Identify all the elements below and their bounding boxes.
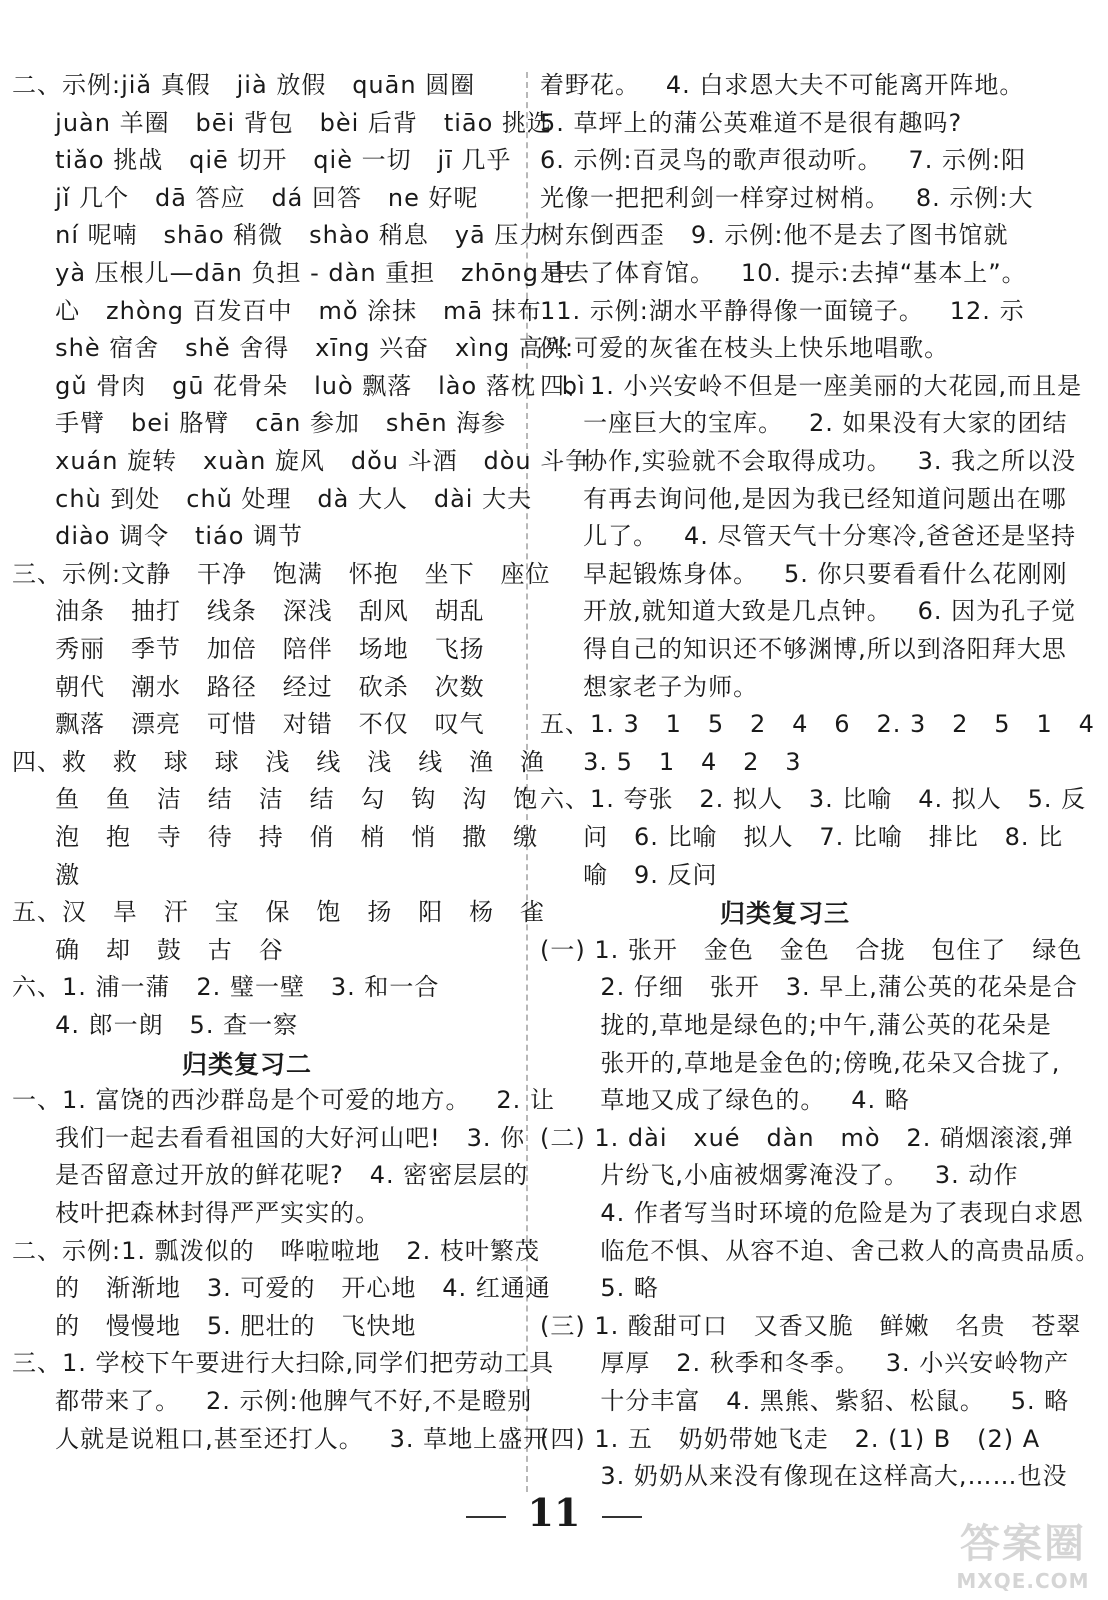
answer-line: 飘落 漂亮 可惜 对错 不仅 叹气 — [12, 710, 485, 739]
answer-line: 五、汉 旱 汗 宝 保 饱 扬 阳 杨 雀 — [12, 898, 545, 927]
answer-line: 例:可爱的灰雀在枝头上快乐地唱歌。 — [540, 334, 950, 363]
answer-line: 树东倒西歪 9. 示例:他不是去了图书馆就 — [540, 221, 1009, 250]
answer-line: 5. 草坪上的蒲公英难道不是很有趣吗? — [540, 108, 963, 137]
answer-line: 二、示例:jiǎ 真假 jià 放假 quān 圆圈 — [12, 71, 476, 99]
answer-line: 的 慢慢地 5. 肥壮的 飞快地 — [12, 1311, 417, 1340]
answer-line: 2. 仔细 张开 3. 早上,蒲公英的花朵是合 — [540, 973, 1078, 1002]
answer-line: 儿了。 4. 尽管天气十分寒冷,爸爸还是坚持 — [540, 522, 1077, 551]
answer-line: juàn 羊圈 bēi 背包 bèi 后背 tiāo 挑选 — [12, 108, 552, 137]
answer-line: 3. 奶奶从来没有像现在这样高大,……也没 — [540, 1462, 1068, 1491]
answer-line: diào 调令 tiáo 调节 — [12, 522, 304, 551]
answer-line: 是去了体育馆。 10. 提示:去掉“基本上”。 — [540, 259, 1027, 287]
answer-line: 问 6. 比喻 拟人 7. 比喻 排比 8. 比 — [540, 823, 1064, 851]
answer-line: 开放,就知道大致是几点钟。 6. 因为孔子觉 — [540, 597, 1077, 626]
answer-line: 泡 抱 寺 待 持 俏 梢 悄 撒 缴 — [12, 823, 539, 851]
watermark-line2: MXQE.COM — [956, 1569, 1090, 1593]
answer-line: 油条 抽打 线条 深浅 刮风 胡乱 — [12, 597, 485, 626]
answer-line: 一座巨大的宝库。 2. 如果没有大家的团结 — [540, 409, 1068, 438]
answer-line: 的 渐渐地 3. 可爱的 开心地 4. 红通通 — [12, 1274, 551, 1303]
answer-line: 喻 9. 反问 — [540, 860, 718, 889]
answer-line: 枝叶把森林封得严严实实的。 — [12, 1199, 381, 1227]
answer-line: jǐ 几个 dā 答应 dá 回答 ne 好呢 — [12, 183, 479, 212]
answer-line: 秀丽 季节 加倍 陪伴 场地 飞扬 — [12, 635, 485, 663]
answer-line: gǔ 骨肉 gū 花骨朵 luò 飘落 lào 落枕 bì — [12, 371, 586, 400]
answer-line: 六、1. 浦一蒲 2. 璧一壁 3. 和一合 — [12, 973, 440, 1002]
answer-line: 人就是说粗口,甚至还打人。 3. 草地上盛开 — [12, 1424, 549, 1453]
answer-line: 五、1. 3 1 5 2 4 6 2. 3 2 5 1 4 — [540, 710, 1095, 739]
answer-line: 十分丰富 4. 黑熊、紫貂、松鼠。 5. 略 — [540, 1387, 1070, 1415]
section-heading: 归类复习二 — [182, 1049, 313, 1079]
answer-line: (一) 1. 张开 金色 金色 合拢 包住了 绿色 — [540, 935, 1083, 964]
answer-line: 四、救 救 球 球 浅 线 浅 线 渔 渔 — [12, 747, 545, 776]
answer-line: 协作,实验就不会取得成功。 3. 我之所以没 — [540, 447, 1077, 475]
answer-line: 4. 作者写当时环境的危险是为了表现白求恩 — [540, 1199, 1084, 1227]
answer-line: 拢的,草地是绿色的;中午,蒲公英的花朵是 — [540, 1011, 1052, 1039]
answer-line: 手臂 bei 胳臂 cān 参加 shēn 海参 — [12, 409, 507, 438]
answer-line: 张开的,草地是金色的;傍晚,花朵又合拢了, — [540, 1048, 1061, 1077]
dash-right — [602, 1516, 642, 1518]
answer-line: 光像一把把利剑一样穿过树梢。 8. 示例:大 — [540, 183, 1034, 212]
answer-line: 心 zhòng 百发百中 mǒ 涂抹 mā 抹布 — [12, 296, 542, 325]
watermark-line1: 答案圈 — [960, 1521, 1086, 1567]
answer-line: (四) 1. 五 奶奶带她飞走 2. (1) B (2) A — [540, 1424, 1041, 1453]
answer-line: 三、1. 学校下午要进行大扫除,同学们把劳动工具 — [12, 1349, 555, 1378]
page-number-text: 11 — [527, 1490, 581, 1535]
answer-line: xuán 旋转 xuàn 旋风 dǒu 斗酒 dòu 斗争 — [12, 447, 591, 475]
answer-line: 5. 略 — [540, 1274, 659, 1303]
answer-line: 着野花。 4. 白求恩大夫不可能离开阵地。 — [540, 71, 1025, 99]
answer-line: 三、示例:文静 干净 饱满 怀抱 坐下 座位 — [12, 559, 551, 588]
answer-line: 一、1. 富饶的西沙群岛是个可爱的地方。 2. 让 — [12, 1086, 555, 1115]
answer-line: 4. 郎一朗 5. 查一察 — [12, 1011, 299, 1039]
answer-line: 六、1. 夸张 2. 拟人 3. 比喻 4. 拟人 5. 反 — [540, 785, 1087, 814]
answer-line: (二) 1. dài xué dàn mò 2. 硝烟滚滚,弹 — [540, 1123, 1074, 1152]
answer-line: ní 呢喃 shāo 稍微 shào 稍息 yā 压力 — [12, 221, 545, 250]
answer-line: chù 到处 chǔ 处理 dà 大人 dài 大夫 — [12, 484, 533, 513]
answer-line: shè 宿舍 shě 舍得 xīng 兴奋 xìng 高兴 — [12, 334, 569, 363]
answer-line: 草地又成了绿色的。 4. 略 — [540, 1086, 910, 1115]
page-number — [0, 1490, 1108, 1535]
answer-line: 得自己的知识还不够渊博,所以到洛阳拜大思 — [540, 635, 1067, 663]
answer-line: 四、1. 小兴安岭不但是一座美丽的大花园,而且是 — [540, 371, 1083, 400]
answer-line: 想家老子为师。 — [540, 672, 759, 701]
answer-line: 都带来了。 2. 示例:他脾气不好,不是瞪别 — [12, 1387, 533, 1415]
answer-line: 3. 5 1 4 2 3 — [540, 747, 802, 776]
answer-line: 有再去询问他,是因为我已经知道问题出在哪 — [540, 484, 1067, 513]
answer-line: yà 压根儿—dān 负担 - dàn 重担 zhōng 中 — [12, 259, 573, 287]
answer-line: 朝代 潮水 路径 经过 砍杀 次数 — [12, 672, 485, 701]
answer-line: 我们一起去看看祖国的大好河山吧! 3. 你 — [12, 1123, 526, 1152]
answer-line: 早起锻炼身体。 5. 你只要看看什么花刚刚 — [540, 559, 1068, 588]
answer-line: 11. 示例:湖水平静得像一面镜子。 12. 示 — [540, 296, 1025, 325]
watermark-logo — [948, 1512, 1098, 1592]
dash-left — [466, 1516, 506, 1518]
answer-line: 确 却 鼓 古 谷 — [12, 935, 284, 964]
answer-line: (三) 1. 酸甜可口 又香又脆 鲜嫩 名贵 苍翠 — [540, 1311, 1082, 1340]
answer-line: 6. 示例:百灵鸟的歌声很动听。 7. 示例:阳 — [540, 146, 1027, 175]
answer-line: 鱼 鱼 洁 结 洁 结 勾 钩 沟 饱 — [12, 785, 539, 814]
answer-line: tiǎo 挑战 qiē 切开 qiè 一切 jī 几乎 — [12, 146, 512, 175]
answer-line: 是否留意过开放的鲜花呢? 4. 密密层层的 — [12, 1161, 529, 1190]
section-heading: 归类复习三 — [720, 899, 851, 929]
answer-line: 片纷飞,小庙被烟雾淹没了。 3. 动作 — [540, 1161, 1019, 1190]
answer-line: 厚厚 2. 秋季和冬季。 3. 小兴安岭物产 — [540, 1349, 1070, 1378]
answer-line: 二、示例:1. 瓢泼似的 哗啦啦地 2. 枝叶繁茂 — [12, 1236, 540, 1265]
answer-line: 激 — [12, 860, 81, 889]
answer-line: 临危不惧、从容不迫、舍己救人的高贵品质。 — [540, 1236, 1101, 1265]
